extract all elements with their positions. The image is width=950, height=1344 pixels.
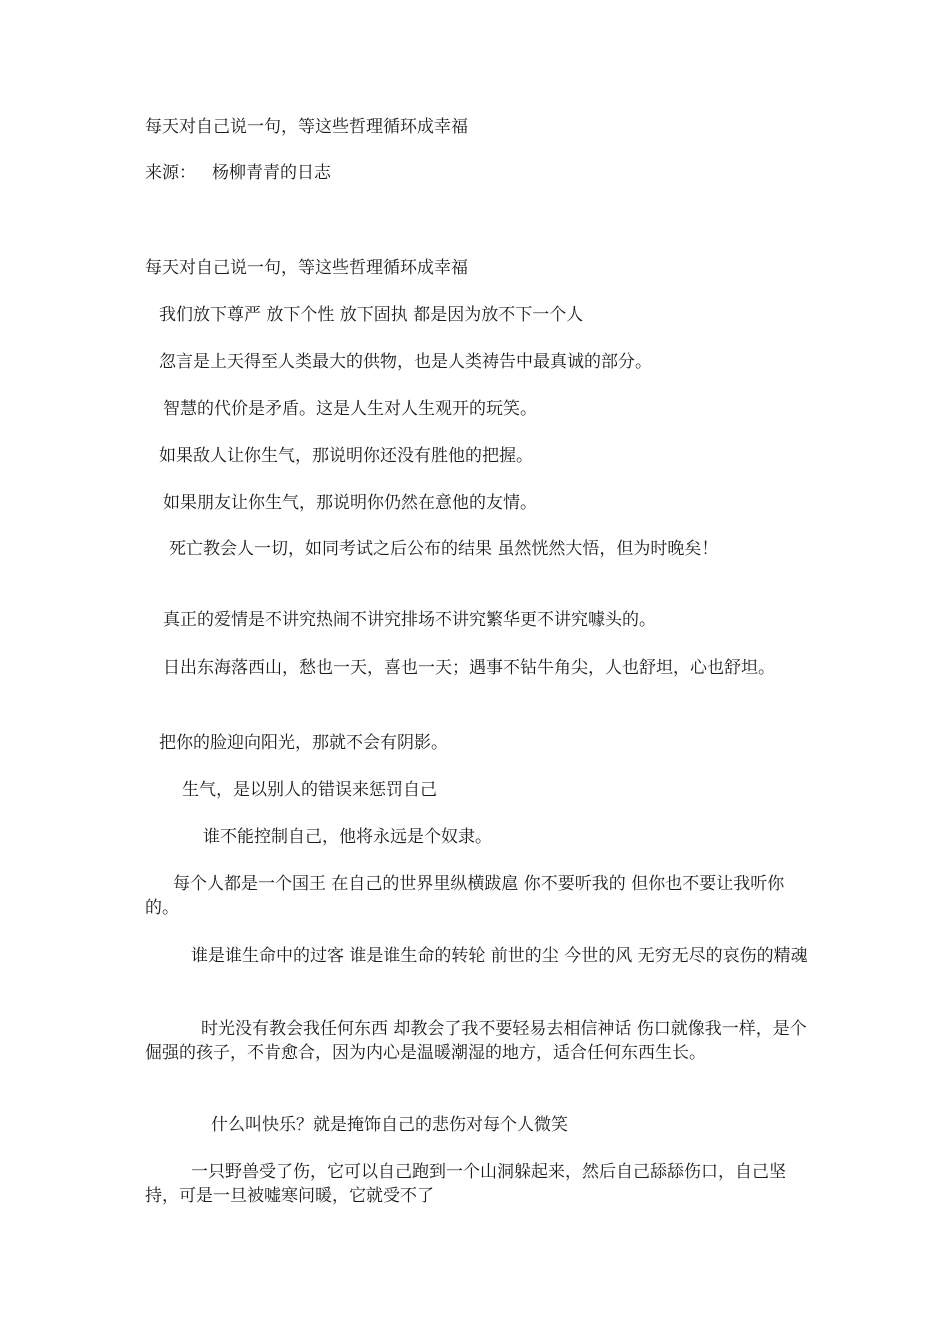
paragraph: 一只野兽受了伤，它可以自己跑到一个山洞躲起来，然后自己舔舔伤口，自己坚持，可是一旦被嘘寒问暖，它就受不了 [145,1162,786,1206]
paragraph: 时光没有教会我任何东西 却教会了我不要轻易去相信神话 伤口就像我一样，是个倔强的孩子，不肯愈合，因为内心是温暖潮湿的地方，适合任何东西生长。 [145,1019,807,1063]
header-title: 每天对自己说一句，等这些哲理循环成幸福 [145,117,468,137]
paragraph: 什么叫快乐？就是掩饰自己的悲伤对每个人微笑 [211,1115,568,1135]
paragraph: 日出东海落西山，愁也一天，喜也一天；遇事不钻牛角尖，人也舒坦，心也舒坦。 [163,658,775,678]
paragraph: 谁不能控制自己，他将永远是个奴隶。 [203,827,492,847]
paragraph: 生气，是以别人的错误来惩罚自己 [182,780,437,800]
source-line [145,161,810,185]
source-value: 杨柳青青的日志 [212,163,331,183]
source-label: 来源： [145,163,196,183]
paragraph: 谁是谁生命中的过客 谁是谁生命的转轮 前世的尘 今世的风 无穷无尽的哀伤的精魂 [191,946,808,966]
paragraph: 把你的脸迎向阳光，那就不会有阴影。 [159,733,448,753]
paragraph: 我们放下尊严 放下个性 放下固执 都是因为放不下一个人 [159,305,584,325]
article-title: 每天对自己说一句，等这些哲理循环成幸福 [145,258,468,278]
paragraph: 智慧的代价是矛盾。这是人生对人生观开的玩笑。 [163,399,537,419]
paragraph: 如果敌人让你生气，那说明你还没有胜他的把握。 [159,446,533,466]
paragraph: 真正的爱情是不讲究热闹不讲究排场不讲究繁华更不讲究噱头的。 [163,610,656,630]
paragraph: 如果朋友让你生气，那说明你仍然在意他的友情。 [163,493,537,513]
paragraph: 忽言是上天得至人类最大的供物，也是人类祷告中最真诚的部分。 [159,352,652,372]
paragraph: 每个人都是一个国王 在自己的世界里纵横跋扈 你不要听我的 但你也不要让我听你的。 [145,874,785,918]
paragraph: 死亡教会人一切，如同考试之后公布的结果 虽然恍然大悟，但为时晚矣！ [169,539,719,559]
